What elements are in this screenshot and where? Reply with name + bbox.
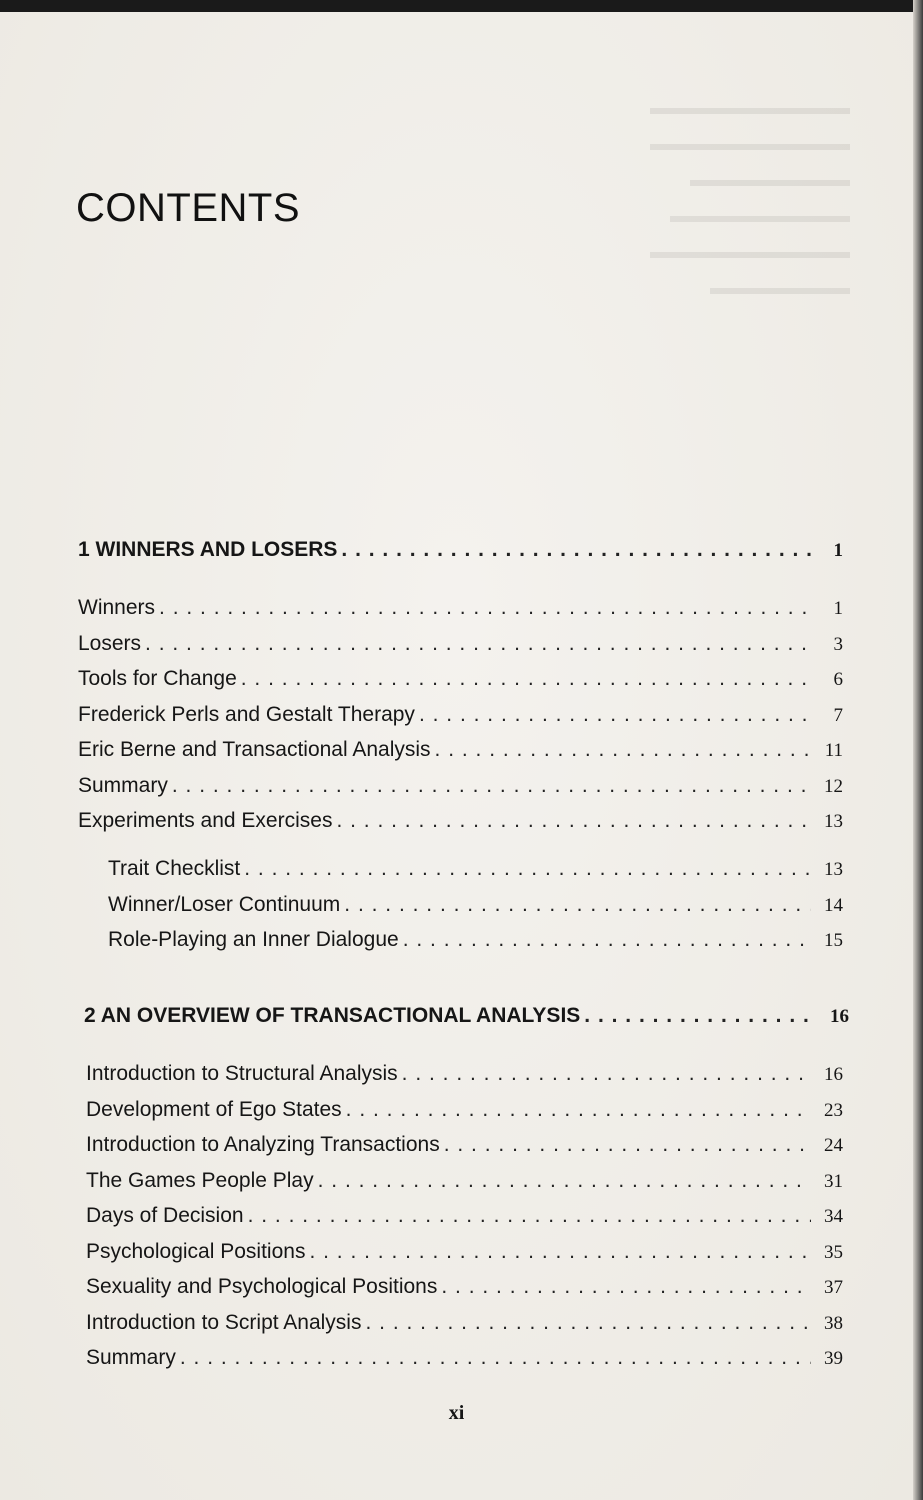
entry-label: Psychological Positions <box>86 1239 306 1263</box>
toc-entry[interactable] <box>86 1098 843 1134</box>
toc-entry[interactable] <box>78 667 843 703</box>
leader-dots <box>309 1240 811 1264</box>
leader-dots <box>318 1169 811 1193</box>
leader-dots <box>419 703 811 727</box>
entry-label: Summary <box>86 1346 176 1369</box>
chapter-1-subentries <box>78 857 843 964</box>
leader-dots <box>344 893 811 917</box>
chapter-title-row[interactable] <box>78 538 843 572</box>
entry-label: Winner/Loser Continuum <box>108 892 341 916</box>
entry-label: Development of Ego States <box>86 1097 342 1121</box>
chapter-2-block <box>84 1004 849 1038</box>
entry-label: Introduction to Analyzing Transactions <box>86 1133 440 1156</box>
entry-label: Role-Playing an Inner Dialogue <box>108 928 399 951</box>
leader-dots <box>584 1004 817 1028</box>
page-number: 38 <box>824 1312 843 1334</box>
page-number: 13 <box>824 811 843 832</box>
entry-label: Tools for Change <box>78 667 237 690</box>
leader-dots <box>244 857 811 881</box>
toc-entry[interactable] <box>78 703 843 739</box>
leader-dots <box>248 1204 811 1228</box>
leader-dots <box>403 928 811 952</box>
toc-entry[interactable] <box>86 1169 843 1205</box>
leader-dots <box>435 738 811 762</box>
toc-entry[interactable] <box>78 596 843 632</box>
toc-subentry[interactable] <box>78 893 843 929</box>
leader-dots <box>336 809 811 833</box>
page-number: 14 <box>824 894 843 916</box>
page-number: 7 <box>833 704 843 726</box>
entry-label: Introduction to Structural Analysis <box>86 1062 398 1085</box>
page-number: 11 <box>824 740 843 761</box>
chapter-1-block <box>78 538 843 572</box>
leader-dots <box>444 1133 811 1157</box>
page-number: 15 <box>824 930 843 951</box>
page-number: 6 <box>833 669 843 690</box>
toc-entry[interactable] <box>78 809 843 845</box>
leader-dots <box>172 774 811 798</box>
page-number: 16 <box>824 1064 843 1085</box>
leader-dots <box>441 1275 811 1299</box>
toc-entry[interactable] <box>78 632 843 668</box>
page-number: 31 <box>824 1170 843 1192</box>
entry-label: The Games People Play <box>86 1168 314 1192</box>
entry-label: Losers <box>78 631 142 655</box>
page-number: 1 <box>833 540 843 561</box>
toc-entry[interactable] <box>86 1275 843 1311</box>
page-number: 13 <box>824 859 843 880</box>
page-number: 34 <box>824 1206 843 1227</box>
toc-entry[interactable] <box>86 1133 843 1169</box>
leader-dots <box>180 1346 811 1370</box>
toc-entry[interactable] <box>86 1240 843 1276</box>
toc-subentry[interactable] <box>78 857 843 893</box>
chapter-title: 2 AN OVERVIEW OF TRANSACTIONAL ANALYSIS <box>84 1004 581 1027</box>
chapter-title-row[interactable] <box>84 1004 849 1038</box>
page-number: 39 <box>824 1348 843 1369</box>
leader-dots <box>159 596 811 620</box>
leader-dots <box>346 1098 811 1122</box>
page-number: 1 <box>833 598 843 619</box>
page-number: 24 <box>824 1135 843 1156</box>
leader-dots <box>341 538 811 562</box>
leader-dots <box>365 1311 811 1335</box>
page-number: 23 <box>824 1099 843 1121</box>
leader-dots <box>145 632 811 656</box>
entry-label: Days of Decision <box>86 1204 244 1227</box>
entry-label: Experiments and Exercises <box>78 809 333 832</box>
contents-heading: CONTENTS <box>76 186 300 230</box>
toc-entry[interactable] <box>78 774 843 810</box>
chapter-2-entries <box>86 1062 843 1382</box>
toc-entry[interactable] <box>86 1311 843 1347</box>
page-folio: xi <box>448 1402 465 1424</box>
entry-label: Summary <box>78 773 168 797</box>
page-number: 3 <box>833 633 843 655</box>
entry-label: Sexuality and Psychological Positions <box>86 1275 438 1298</box>
leader-dots <box>402 1062 811 1086</box>
toc-entry[interactable] <box>86 1062 843 1098</box>
toc-entry[interactable] <box>86 1204 843 1240</box>
page-number: 35 <box>824 1241 843 1263</box>
chapter-1-entries <box>78 596 843 845</box>
page-number: 12 <box>824 775 843 797</box>
page-number: 16 <box>830 1006 849 1027</box>
toc-subentry[interactable] <box>78 928 843 964</box>
chapter-title: 1 WINNERS AND LOSERS <box>78 538 338 561</box>
toc-entry[interactable] <box>78 738 843 774</box>
page-number: 37 <box>824 1277 843 1298</box>
entry-label: Frederick Perls and Gestalt Therapy <box>78 702 415 726</box>
entry-label: Trait Checklist <box>108 857 241 880</box>
entry-label: Introduction to Script Analysis <box>86 1310 362 1334</box>
leader-dots <box>241 667 811 691</box>
top-edge <box>0 0 923 12</box>
toc-entry[interactable] <box>86 1346 843 1382</box>
entry-label: Winners <box>78 596 156 619</box>
entry-label: Eric Berne and Transactional Analysis <box>78 738 431 761</box>
page-edge-shadow <box>913 0 923 1500</box>
